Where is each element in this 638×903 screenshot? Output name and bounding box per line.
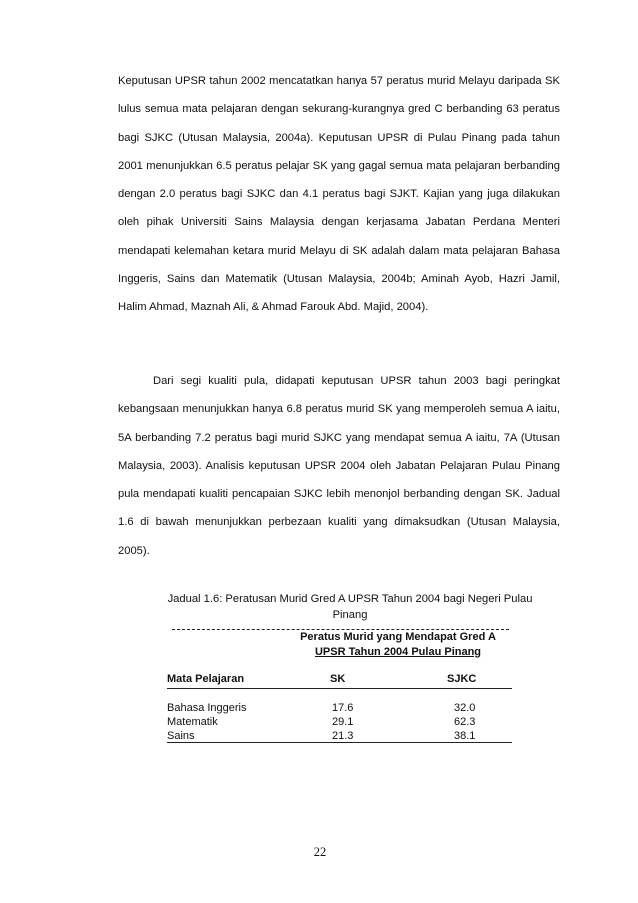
table-header-row — [167, 672, 512, 689]
cell-sjkc: 38.1 — [454, 730, 476, 742]
table-caption: Jadual 1.6: Peratusan Murid Gred A UPSR Tahun 2004 bagi Negeri Pulau Pinang — [167, 593, 533, 621]
body-paragraph-2: Dari segi kualiti pula, didapati keputusan UPSR tahun 2003 bagi peringkat kebangsaan menunjukkan hanya 6.8 peratus murid SK yang memperoleh semua A iaitu, 5A berbanding 7.2 peratus bagi murid SJKC yang mendapat semua A iaitu, 7A (Utusan Malaysia, 2003). Analisis keputusan UPSR 2004 oleh Jabatan Pelajaran Pulau Pinang pula mendapati kualiti pencapaian SJKC lebih menonjol berbanding dengan SK. Jadual 1.6 di bawah menunjukkan perbezaan kualiti yang dimaksudkan (Utusan Malaysia, 2005). — [118, 375, 560, 557]
cell-sk: 29.1 — [332, 716, 354, 728]
cell-subject: Matematik — [167, 716, 218, 728]
table-bottom-rule — [167, 742, 512, 743]
cell-sk: 21.3 — [332, 730, 354, 742]
column-header-sk: SK — [330, 673, 346, 685]
page-number: 22 — [313, 845, 327, 859]
cell-subject: Bahasa Inggeris — [167, 702, 247, 714]
table-row — [167, 701, 512, 715]
cell-sjkc: 62.3 — [454, 716, 476, 728]
table-row — [167, 715, 512, 729]
table-group-header-line-2: UPSR Tahun 2004 Pulau Pinang — [314, 646, 482, 658]
body-paragraph-1: Keputusan UPSR tahun 2002 mencatatkan hanya 57 peratus murid Melayu daripada SK lulus semua mata pelajaran dengan sekurang-kurangnya gred C berbanding 63 peratus bagi SJKC (Utusan Malaysia, 2004a). Keputusan UPSR di Pulau Pinang pada tahun 2001 menunjukkan 6.5 peratus pelajar SK yang gagal semua mata pelajaran berbanding dengan 2.0 peratus bagi SJKC dan 4.1 peratus bagi SJKT. Kajian yang juga dilakukan oleh pihak Universiti Sains Malaysia dengan kerjasama Jabatan Perdana Menteri mendapati kelemahan ketara murid Melayu di SK adalah dalam mata pelajaran Bahasa Inggeris, Sains dan Matematik (Utusan Malaysia, 2004b; Aminah Ayob, Hazri Jamil, Halim Ahmad, Maznah Ali, & Ahmad Farouk Abd. Majid, 2004). — [118, 75, 560, 314]
cell-sk: 17.6 — [332, 702, 354, 714]
table-group-header-line-1: Peratus Murid yang Mendapat Gred A — [300, 631, 496, 643]
column-header-subject: Mata Pelajaran — [167, 673, 245, 685]
table-row — [167, 729, 512, 743]
cell-subject: Sains — [167, 730, 195, 742]
column-header-sjkc: SJKC — [447, 673, 477, 685]
cell-sjkc: 32.0 — [454, 702, 476, 714]
